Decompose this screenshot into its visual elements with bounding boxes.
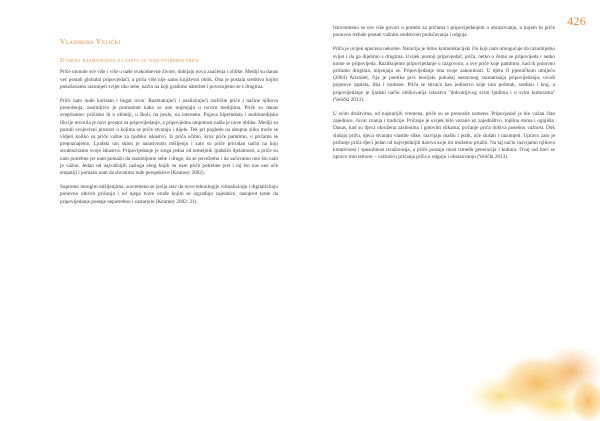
- paragraph: Istovremeno se sve više govori o potrebi za pričama i pripovijedanjem u obrazovanju, u kojem bi priče ponovno trebale postati važnim sredstvom podučavanja i odgoja.: [333, 25, 555, 39]
- right-column: [333, 25, 555, 168]
- author-name: Vladimira Velički: [60, 37, 121, 46]
- paragraph: Priče utonule sve više i više u naše svakodnevne živote, dobijaju nova značenja i oblike. Mediji su danas već postali globalni pripovjedači, a priča više nije samo književni oblik. Ona je postala sredstvo kojim pokušavamo razumjeti svijet oko sebe, način na koji gradimo identitet i povezujemo se s drugima.: [60, 69, 278, 90]
- page-number: 426: [567, 14, 586, 28]
- watercolor-decoration: [460, 301, 600, 421]
- section-title: Uvodna razmatranja ili zašto su nam potrebne priče: [60, 57, 199, 65]
- left-column: [60, 38, 278, 213]
- paragraph: U svim društvima, od najstarijih vremena, priče su se prenosile usmeno. Pripovjedač je bio važan član zajednice, čuvar znanja i tradicije. Pričanje je uvijek bilo vezano uz zajedništvo, toplinu doma i ognjišta. Danas, kad su djeca okružena zaslonima i gotovim slikama, pričanje priča dobiva posebnu važnost. Dok slušaju priču, djeca stvaraju vlastite slike, razvijaju maštu i jezik, uče slušati i razumjeti. Upravo zato je pričanje priča djeci jedan od najvrjednijih darova koje im možemo pružiti. Na taj način razvijamo njihovu kreativnost i sposobnost izražavanja, a priče postaju most između generacija i kultura. Ovaj rad bavi se upravo tom temom – važnošću pričanja priča u odgoju i obrazovanju (Velički 2013).: [333, 111, 555, 161]
- paragraph: Suprotno mnogim mišljenjima, suvremeno se javlja stav da nove tehnologije virtualiziraju i digitaliziraju ponovno otkriće pričanja i od njega tvore oruđe kojim se izgrađuju zajednice, nasuprot tome da pripovijedanje postaje nepotrebno i zastarjelo (Kearney 2002: 21).: [60, 184, 278, 205]
- paragraph: Priče nam nude koristan i bogat izvor. Razmatrajući i analizirajući različite priče i načine njihova prenošenja, zanimljivo je promatrati kako se one mijenjaju u novim medijima. Priče su danas sveprisutne: pričamo ih u obitelji, u školi, na poslu, na internetu. Pojava hiperteksta i multimedijske fikcije otvorila je novi prostor za pripovijedanje, a pripovjedna umjetnost našla je nove oblike. Mediji su postali svojevrsni prostori u kojima se priče stvaraju i dijele. Tek pri pogledu na ukupnu sliku može se vidjeti koliko su priče važne za ljudsko iskustvo. Iz priča učimo, kroz priče pamtimo, u pričama se prepoznajemo. Ljudski um sklon je narativnom mišljenju i zato su priče prirodan način na koji strukturiramo svoje iskustvo. Pripovijedanje je stoga jedna od temeljnih ljudskih djelatnosti, a priče su nam potrebne jer nam pomažu da razumijemo sebe i druge, da se povežemo i da sačuvamo ono što nam je važno. Jedan od najvažnijih razloga zbog kojih su nam priče potrebne jest i taj što nas one uče empatiji i pomažu nam da shvatimo tuđe perspektive (Kearney 2002).: [60, 98, 278, 177]
- paragraph: Priča je uvijek upućena nekome. Naracija je bitno komunikacijski čin koji nam omogućuje da razumijemo svijet i da ga dijelimo s drugima. Uvijek postoji pripovjedač, priča, netko o čemu se pripovijeda i netko kome se pripovijeda. Razlikujemo pripovijedanje u razgovoru, a sve priče koje pamtimo, kad ih ponovno pričamo drugima, mijenjaju se. Pripovijedanje ima svoje zakonitosti. U djelu O pjesničkom umijeću (2004) Aristotel, čija je poetika prvi teorijski pokušaj sustavnog razmatranja pripovijedanja, uvodi pojmove zapleta, lika i mimeze. Priča se shvaća kao jedinstvo koje ima početak, sredinu i kraj, a pripovijedanje je ljudski način oblikovanja iskustva "dohvatljivog svim ljudima i u svim kulturama" (Velički 2013).: [333, 46, 555, 103]
